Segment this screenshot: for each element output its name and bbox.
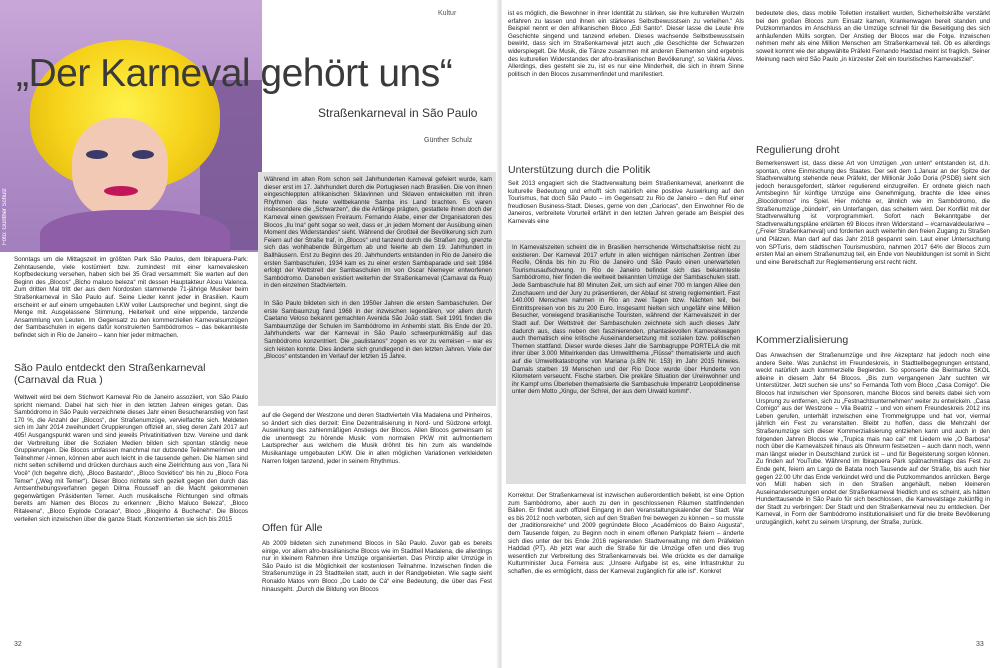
photo-mouth <box>104 186 138 196</box>
carnival-photo <box>0 0 262 252</box>
photo-face <box>72 118 168 218</box>
photo-eye-left <box>86 150 108 159</box>
right-page <box>502 0 1000 668</box>
subtitle: Straßenkarneval in São Paulo <box>318 106 478 120</box>
body-paragraph-left-col2: auf die Gegend der Westzone und deren Stadtvierteln Vila Madalena und Pinheiros, so ändert sich dies derzeit: Eine Dezentralisierung in Nord- und Südzone erfolgt. Auswirkung des zahlenmäßigen Anstiegs der Blocos. Allen Blocos gemeinsam ist die unentwegt zu hörende Musik: vom normalen PKW mit aufmontiertem Lautsprecher aus welchem die Musik dröhnt bis hin zum als wandelnde Musikanlage umgebauten LKW. Die in allen möglichen Variationen verkleideten Narren folgen tanzend, jeder in seinem Rhythmus. <box>262 412 492 465</box>
history-paragraph-1: Während im alten Rom schon seit Jahrhunderten Karneval gefeiert wurde, kam dieser erst im 17. Jahrhundert durch die Portugiesen nach Brasilien. Die von ihnen eingeschleppten afrikanischen Sklavinnen und Sklaven entwickelten mit ihren Rhythmen das heute weltbekannte Samba ins Land brachten. Es waren insbesondere die „Schwarzen“, die die Anfänge prägten, gestattete ihnen doch der Karneval einen gewissen Freiraum. Fernando Alabe, einer der Organisatoren des Blocos „Ilu Ina“ geht sogar so weit, dass er „in jedem Moment der Ausübung einen Moment des Widerstandes“ sieht. Während der Großteil der Bevölkerung sich zum Feiern auf der Straße traf, in „Blocos“ und tanzend durch die Straßen zog, grenzte sich das wohlhabende Bürgertum ab und feierte ab dem 19. Jahrhundert in Ballhäusern. Erst zu Beginn des 20. Jahrhunderts entstanden in Rio de Janeiro die ersten Sambaschulen, 1934 kam es zu einer ersten Sambaparade und seit 1984 erfolgt der Wettstreit der Sambaschulen im von Oscar Niemeyer entworfenen Sambódromo. Daneben existiert weiterhin der Straßenkarneval (Carnaval da Rua) in den einzelnen Stadtvierteln. <box>264 176 492 290</box>
page-number-left: 32 <box>14 641 22 648</box>
body-paragraph-right-col1-bottom: Korrektur. Der Straßenkarneval ist inzwischen außerordentlich beliebt, ist eine Option zum Sambódromo, aber auch zu den in geschlossenen Räumen stattfindenden Bällen. Er findet auch offiziell Eingang in den Veranstaltungskalender der Stadt. War es bis 2012 noch verboten, sich auf den Straßen frei bewegen zu können – so musste der „traditionsreiche“ und 2009 gegründete Bloco „Acadêmicos do Baixo Augusta“, dem Tausende folgen, zu Beginn noch in einem offenen Parkplatz feiern – änderte sich dies unter der bis Ende 2016 regierenden Stadtverwaltung mit dem Präfekten Haddad (PT). Ab jetzt war auch die Straße für die Umzüge offen und dies trug wesentlich zur Verbreitung des Straßenkarnevals bei. Wie drückte es der damalige Kulturminister Juca Ferreira aus: „Unsere Aufgabe ist es, eine Infrastruktur zu schaffen, die es ermöglicht, dass der Karneval zugänglich für alle ist“. Konkret <box>508 492 744 575</box>
body-paragraph-right-col1-top: ist es möglich, die Bewohner in ihrer Identität zu stärken, sie ihre kulturellen Wurzeln erfahren zu lassen und ihnen ein stärkeres Selbstbewusstsein zu verleihen.“ Als Beispiel nennt er den afrikanischen Bloco „Edi Santo“. Dieser lasse die Leute ihre Geschichte singend und tanzend erleben. Dieses wachsende Selbstbewusstsein bewirkt, dass sich im Straßenkarneval jetzt auch „die Geschichte der Schwarzen widerspiegelt. Die Musik, die Tänze zusammen mit anderen Elementen sind ergebnis des kulturellen Widerstandes der afro-brasilianischen Bevölkerung“, so Valéria Alves. Allerdings, dies gesteht sie zu, ist es nur eine Minderheit, die sich in ihrem Sinne politisch in den Blocos zusammenfindet und manifestiert. <box>508 10 744 78</box>
body-paragraph-regulierung: Bemerkenswert ist, dass diese Art von Umzügen „von unten“ entstanden ist, d.h. spontan, ohne Einmischung des Staates. Der seit dem 1.Januar an der Spitze der Stadtverwaltung stehende neue Präfekt, der Millionär João Doria (PSDB) sieht sich jedoch herausgefordert, stärker regulierend einzugreifen. Er ordnete gleich nach Amtsbeginn für künftige Umzüge eine Genehmigung, brachte die Idee eines „Blocódromos“ ins Spiel. Hier möchte er, ähnlich wie im Sambódromo, die Straßenumzüge „bündeln“, ein Unterfangen, das scheitern wird. Der Konflikt mit der Stadtverwaltung ist vorprogrammiert. Sofort nach Bekanntgabe der Stadtverwaltungspläne erklärten 69 Blocos ihren Widerstand – #carnavaldeularivre – („Freier Straßenkarneval) und forderten auch weiterhin den freien Zugang zu Straßen und Plätzen. Man darf auf das Jahr 2018 gespannt sein. Laut einer Untersuchung von SPTuris, dem städtischen Tourismusbüro, nahmen 2017 64% der Blocos zum ersten Mal an einem Straßenumzug teil, ein Ende von Neubildungen ist somit in Sicht und eine Bereitschaft zur Reglementierung erst recht nicht. <box>756 160 990 266</box>
sambodromo-box-text: In Karnevalszeiten scheint die in Brasilien herrschende Wirtschaftskrise nicht zu existieren. Der Karneval 2017 erfuhr in allen wichtigen närrischen Zentren über Recife, Olinda bis hin zu Rio de Janeiro und São Paulo einen unerwarteten Tourismusaufschwung. In Rio de Janeiro befindet sich das bekannteste Sambódromo, hier finden die weltweit bekannten Umzüge der Sambaschulen statt. Jede Sambaschule hat 80 Minuten Zeit, um sich auf einer 700 m langen Allee den Zuschauern und der Jury zu präsentieren, der Ablauf ist streng reglementiert. Fast 140.000 Menschen nahmen in Rio an zwei Tagen bzw. Nächten teil, bei Eintrittspreisen von bis zu 200 Euro. Insgesamt hielten sich ungefähr eine Million Besucher, vorwiegend brasilianische Touristen, während der Karnevalszeit in der Stadt auf. Der Wettstreit der Sambaschulen zeichnete sich auch dieses Jahr dadurch aus, dass neben den faszinierenden, phantasievollen Karnevalswagen auch thematisch eine kritische Auseinandersetzung mit sozialen bzw. politischen Themen stattfand. Dieser wurde dieses Jahr die Sambagruppe PORTELA die mit ihrer über 3.000 Mitwirkenden das Umweltthema „Flüsse“ thematisierte und auch auf die Umweltkatastrophe von Mariana (s.BN Nr. 153) im Jahr 2015 hinwies. Damals starben 19 Menschen und der Rio Doce wurde über Hunderte von Kilometern verseucht. Fische starben. Die prekäre Situation der Ureinwohner und ihr Kampf ums Überleben thematisierte die Sambaschule Imperatriz Leopoldinense unter dem Motto „Xingu, der Schrei, der aus dem Urwald kommt“. <box>512 244 740 396</box>
body-paragraph-left-col1: Weltweit wird bei dem Stichwort Karneval Rio de Janeiro assoziiert, von São Paulo spricht niemand. Dabei hat sich hier in den letzten Jahren einiges getan. Das Sambódromo in São Paulo verzeichnete dieses Jahr einen Besucheranstieg von fast 170 %, die Anzahl der „Blocos“, der Straßenumzüge, vervielfachte sich. Meldeten sich im Jahr 2014 zweihundert Gruppierungen offiziell an, stieg deren Zahl 2017 auf 495! Ausgangspunkt waren und sind jeweils Privatinitiativen bzw. Vereine und dank der Verbreitung über die Sozialen Medien bilden sich spontan ständig neue Gruppierungen. Die Blocos umfassen manchmal nur dutzende Teilnehmerinnen und Teilnehmer /-innen, können aber auch leicht in die tausende gehen. Die Namen sind nicht selten schillernd und drücken durchaus auch eine Zielrichtung aus von „Tara Ni Você“ (Ich begehre dich), „Bloco Bastardo“, „Bloco Soviético“ bis hin zu „Bloco Fora Temer“ („Weg mit Temer“). Dieser Bloco richtete sich gezielt gegen den durch das Amtsenthebungsverfahren gegen Dilma Rousseff an die Macht gekommenen gegenwärtigen Präsidenten Temer. Auch musikalische Richtungen sind oftmals bereits am Namen des Blocos zu erkennen: „Bicho Maluco Beleza“, „Bloco Ritaleena“, „Bloco Explode Coracao“, Bloco „Bloqinho & Buchecha“. Die Blocos verteilen sich inzwischen über die ganze Stadt. Konzentrierten sie sich bis 2015 <box>14 394 248 523</box>
photo-eye-right <box>132 150 154 159</box>
page-number-right: 33 <box>976 641 984 648</box>
body-paragraph-offen: Ab 2009 bildeten sich zunehmend Blocos in São Paulo. Zuvor gab es bereits einige, vor allem afro-brasilianische Blocos wie im Stadtteil Madalena, die allerdings nur in kleinem Rahmen ihre Umzüge organisierten. Das Prinzip aller Umzüge in São Paulo ist die Möglichkeit der kostenlosen Teilnahme. Inzwischen finden die Straßenumzüge in 23 Stadtteilen statt, auch in der Randgebieten. Wie sagte sieht Ronaldo Matos vom Bloco „Do Lado de Cá“ eine Bedeutung, die über das Fest hinausgeht. „Durch die Bildung von Blocos <box>262 540 492 593</box>
body-paragraph-politik: Seit 2013 engagiert sich die Stadtverwaltung beim Straßenkarneval, anerkennt die kulturelle Bedeutung und erhofft sich natürlich eine positive Auswirkung auf den Tourismus, hat doch São Paulo – im Gegensatz zu Rio de Janeiro – den Ruf einer freudlosen Business-Stadt. Dieses, gerne von den „Cariocas“, den Einwohner Rio de Janeiros, verbreitete Vorurteil erfährt in den letzten Jahren gerade am Beispiel des Karnevals eine <box>508 180 744 225</box>
author: Günther Schulz <box>424 137 473 144</box>
history-paragraph-2: In São Paulo bildeten sich in den 1950er Jahren die ersten Sambaschulen. Der erste Sambaumzug fand 1968 in der inzwischen legendären, vor allem durch Caetano Veloso bekannt gemachten Avenida São João statt. Seit 1991 finden die Sambaumzüge der Schulen im Sambódromo im Anhembi statt. Bis Ende der 20. Jahrhunderts war der Karneval in São Paulo schwerpunktmäßig auf das Sambódromo konzentriert. Die „paulistanos“ zogen es vor zu verreisen – war es sich leisten konnte. Dies änderte sich grundlegend in den letzten Jahren. Viele der „Blocos“ entstanden im Verlauf der letzten 15 Jahre. <box>264 300 492 361</box>
heading-regulierung: Regulierung droht <box>756 144 840 156</box>
headline: „Der Karneval gehört uns“ <box>16 52 453 95</box>
heading-kommerzialisierung: Kommerzialisierung <box>756 334 849 346</box>
heading-unterstuetzung: Unterstützung durch die Politik <box>508 164 651 176</box>
heading-offen-fuer-alle: Offen für Alle <box>262 522 323 534</box>
photo-costume <box>40 210 230 252</box>
intro-paragraph: Sonntags um die Mittagszeit im größten Park São Paulos, dem Ibirapuera-Park: Zehntausende, viele kostümiert bzw. zumindest mit einer karnevalesken Kopfbedeckung versehen, haben sich bei 35 Grad versammelt: Sie warten auf den Beginn des „Blocos“ „Bicho maluco beleza“ mit dessen Hauptakteur Alceu Valenca. Zum dritten Mal tritt der aus dem Nordosten stammende 71-jährige Musiker beim Straßenkarneval in São Paulo auf. Seine Lieder kennt jeder in Brasilien. Kaum erscheint er auf einem umgebauten LKW voller Lautsprecher und beginnt, singt die Menge mit. Ausgelassene Stimmung, Heiterkeit und eine wippende, tanzende Ansammlung von Leuten. Im Gegensatz zu den kommerziellen Karnevalsumzügen der Sambaschulen in eigens dafür konstruierten Sambódromos – das bekannteste befindet sich in Rio de Janeiro – kann hier jeder mitmachen. <box>14 256 248 339</box>
body-paragraph-right-col2-top: bedeutete dies, dass mobile Toiletten installiert wurden, Sicherheitskräfte verstärkt bei den großen Blocos zum Einsatz kamen, Krankenwagen bereit standen und Putzkommandos im Anschluss an die Umzüge schnell für die Beseitigung des sich anhäufenden Mülls sorgten. Der Anstieg der Blocos war die Folge. Inzwischen nehmen mehr als eine Million Menschen am Straßenkarneval teil. Ob es allerdings soweit kommt wie der abgewählte Präfekt Fernando Haddad meint ist fraglich. Seiner Meinung nach wird São Paulo „in kürzester Zeit ein touristisches Karnevalsziel“. <box>756 10 990 63</box>
left-page <box>0 0 498 668</box>
photo-credit: Foto: Günther Schulz <box>2 188 8 245</box>
heading-sao-paulo: São Paulo entdeckt den Straßenkarneval (Carnaval da Rua ) <box>14 362 206 386</box>
section-label: Kultur <box>438 10 457 17</box>
body-paragraph-kommerzialisierung: Das Anwachsen der Straßenumzüge und ihre Akzeptanz hat jedoch noch eine andere Seite. Was zunächst im Freundeskreis, in Stadtteilbegegnungen entstand, weckt natürlich auch kommerzielle Begierden. So sponserte die Biermarke SKOL alleine in diesem Jahr 64 Blocos. „Bis zum vergangenen Jahr suchten wir Unterstützer. Jetzt suchen sie uns“ so Fernanda Toth vom Bloco „Casa Comigo“. Die Blocos hat inzwischen vier Sponsoren, manche Blocos sind bereits dabei sich vom Ursprung zu entfernen, sich zu „Festnachtsunternehmen“ weiter zu entwickeln. „Casa Comigo“ aus der Westzone – Vila Beatriz – und von einem Freundeskreis 2012 ins Leben gerufen, unterhält inzwischen eine Trommelgruppe und hat vor, viermal jährlich ein Fest zu veranstalten. Bleibt zu hoffen, dass die Mehrzahl der Straßenumzüge sich dieser Kommerzialisierung entziehen kann und auch in den folgenden Jahren Blocos wie „Trupica mais nao cai“ mit Liedern wie „O Barbosa“ noch über die Karnevalszeit hinaus als Ohrwurm festsetzen – auch dann noch, wenn man längst wieder in Deutschland zurück ist – und für Begeisterung sorgen können. Zu finden auf YouTube. Während im Ibirapuera Park spätnachmittags das Fest zu Ende geht, feiern am Largo de Batata noch Tausende auf der Straße, bis auch hier gegen 22.00 Uhr das Ende verkündet wird und die Putzkommandos anrücken. Berge von Müll haben sich in den Straßen angehäuft, neben kleineren Auseinandersetzungen endet der Straßenkarneval friedlich und es scheint, als hätten Hunderttausende in São Paulo für sich beschlossen, die Karnevalstage zukünftig in der Stadt zu verbringen: Der Stadt und den Straßenkarneval neu zu entdecken. Der Karneval, in Form der Sambódromo institutionalisiert und für die breite Bevölkerung unzugänglich, kehrt zu seinem Ursprung, der Straße, zurück. <box>756 352 990 527</box>
